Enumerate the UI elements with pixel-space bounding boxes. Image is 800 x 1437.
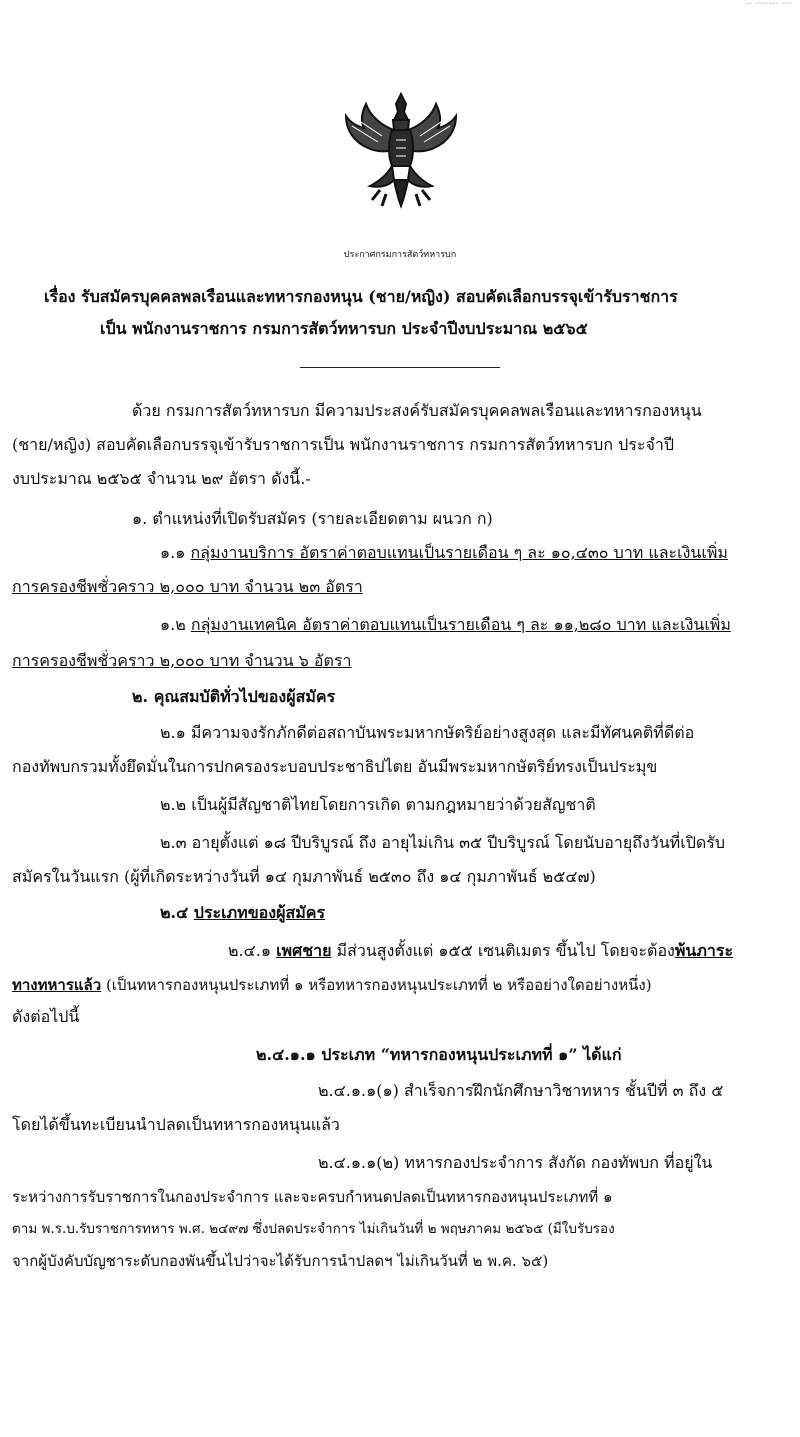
item-1-2-number: ๑.๒ xyxy=(160,615,191,634)
item-2-4-1-detail: (เป็นทหารกองหนุนประเภทที่ ๑ หรือทหารกองหนุนประเภทที่ ๒ หรืออย่างใดอย่างหนึ่ง) xyxy=(101,976,652,994)
corner-mark: -- ------- --- xyxy=(745,0,792,9)
item-2-3-line-2: สมัครในวันแรก (ผู้ที่เกิดระหว่างวันที่ ๑๔ กุมภาพันธ์ ๒๕๓๐ ถึง ๑๔ กุมภาพันธ์ ๒๕๔๗) xyxy=(12,867,596,886)
item-1-2-text: กลุ่มงานเทคนิค อัตราค่าตอบแทนเป็นรายเดือน ๆ ละ ๑๑,๒๘๐ บาท และเงินเพิ่ม xyxy=(190,615,731,634)
item-2-4-number: ๒.๔ xyxy=(160,903,194,922)
item-2-4-1-1-2-line-4: จากผู้บังคับบัญชาระดับกองพันขึ้นไปว่าจะได้รับการนำปลดฯ ไม่เกินวันที่ ๒ พ.ค. ๖๕) xyxy=(12,1252,549,1270)
item-1-2-line-2: การครองชีพชั่วคราว ๒,๐๐๐ บาท จำนวน ๖ อัตรา xyxy=(12,651,352,670)
item-2-4-1-1-2-line-3: ตาม พ.ร.บ.รับราชการทหาร พ.ศ. ๒๔๙๗ ซึ่งปลดประจำการ ไม่เกินวันที่ ๒ พฤษภาคม ๒๕๖๕ (มีใบรับรอง xyxy=(12,1221,615,1237)
item-2-1-line-1: ๒.๑ มีความจงรักภักดีต่อสถาบันพระมหากษัตริย์อย่างสูงสุด และมีทัศนคติที่ดีต่อ xyxy=(160,723,695,742)
item-2-4-1-number: ๒.๔.๑ xyxy=(228,941,277,960)
military-clearance-part-1: พ้นภาระ xyxy=(674,941,734,960)
item-1-1-line-1 xyxy=(160,542,728,564)
item-2-2: ๒.๒ เป็นผู้มีสัญชาติไทยโดยการเกิด ตามกฎหมายว่าด้วยสัญชาติ xyxy=(160,795,596,814)
item-2-4-title: ประเภทของผู้สมัคร xyxy=(193,903,326,922)
item-2-1-line-2: กองทัพบกรวมทั้งยึดมั่นในการปกครองระบอบประชาธิปไตย อันมีพระมหากษัตริย์ทรงเป็นประมุข xyxy=(12,757,658,776)
divider xyxy=(300,367,500,368)
military-clearance-part-2: ทางทหารแล้ว xyxy=(12,976,102,994)
intro-line-3: งบประมาณ ๒๕๖๕ จำนวน ๒๙ อัตรา ดังนี้.- xyxy=(12,469,311,488)
intro-line-2: (ชาย/หญิง) สอบคัดเลือกบรรจุเข้ารับราชการเป็น พนักงานราชการ กรมการสัตว์ทหารบก ประจำปี xyxy=(12,435,674,454)
section-2-heading: ๒. คุณสมบัติทั่วไปของผู้สมัคร xyxy=(132,687,336,706)
item-2-4-1-1-1-line-2: โดยได้ขึ้นทะเบียนนำปลดเป็นทหารกองหนุนแล้ว xyxy=(12,1115,340,1134)
item-1-1-text: กลุ่มงานบริการ อัตราค่าตอบแทนเป็นรายเดือน ๆ ละ ๑๐,๔๓๐ บาท และเงินเพิ่ม xyxy=(190,543,728,562)
subject-line-1: เรื่อง รับสมัครบุคคลพลเรือนและทหารกองหนุน (ชาย/หญิง) สอบคัดเลือกบรรจุเข้ารับราชการ xyxy=(44,287,678,306)
item-2-3-line-1: ๒.๓ อายุตั้งแต่ ๑๘ ปีบริบูรณ์ ถึง อายุไม่เกิน ๓๕ ปีบริบูรณ์ โดยนับอายุถึงวันที่เปิดรับ xyxy=(160,833,725,852)
section-1-heading: ๑. ตำแหน่งที่เปิดรับสมัคร (รายละเอียดตาม ผนวก ก) xyxy=(132,509,493,528)
item-2-4-1-line-2 xyxy=(12,974,652,996)
intro-line-1: ด้วย กรมการสัตว์ทหารบก มีความประสงค์รับสมัครบุคคลพลเรือนและทหารกองหนุน xyxy=(132,401,702,420)
item-1-1-line-2: การครองชีพชั่วคราว ๒,๐๐๐ บาท จำนวน ๒๓ อัตรา xyxy=(12,577,363,596)
item-2-4-1-line-3: ดังต่อไปนี้ xyxy=(12,1007,80,1026)
item-2-4-1-1-1-line-1: ๒.๔.๑.๑(๑) สำเร็จการฝึกนักศึกษาวิชาทหาร ชั้นปีที่ ๓ ถึง ๕ xyxy=(318,1081,724,1100)
item-1-2-line-1 xyxy=(160,614,731,636)
subject-line-2: เป็น พนักงานราชการ กรมการสัตว์ทหารบก ประจำปีงบประมาณ ๒๕๖๕ xyxy=(100,319,588,338)
item-2-4-1-1-heading: ๒.๔.๑.๑ ประเภท “ทหารกองหนุนประเภทที่ ๑” ได้แก่ xyxy=(256,1045,622,1064)
male-label: เพศชาย xyxy=(276,941,332,960)
item-1-1-number: ๑.๑ xyxy=(160,543,191,562)
garuda-emblem-icon xyxy=(342,90,460,210)
item-2-4-1-1-2-line-1: ๒.๔.๑.๑(๒) ทหารกองประจำการ สังกัด กองทัพบก ที่อยู่ใน xyxy=(318,1153,713,1172)
announcement-title: ประกาศกรมการสัตว์ทหารบก xyxy=(343,250,457,260)
item-2-4-1-1-2-line-2: ระหว่างการรับราชการในกองประจำการ และจะครบกำหนดปลดเป็นทหารกองหนุนประเภทที่ ๑ xyxy=(12,1188,613,1206)
item-2-4-heading xyxy=(160,902,325,924)
item-2-4-1-text: มีส่วนสูงตั้งแต่ ๑๕๕ เซนติเมตร ขึ้นไป โดยจะต้อง xyxy=(331,941,675,960)
item-2-4-1-line-1 xyxy=(228,940,733,962)
